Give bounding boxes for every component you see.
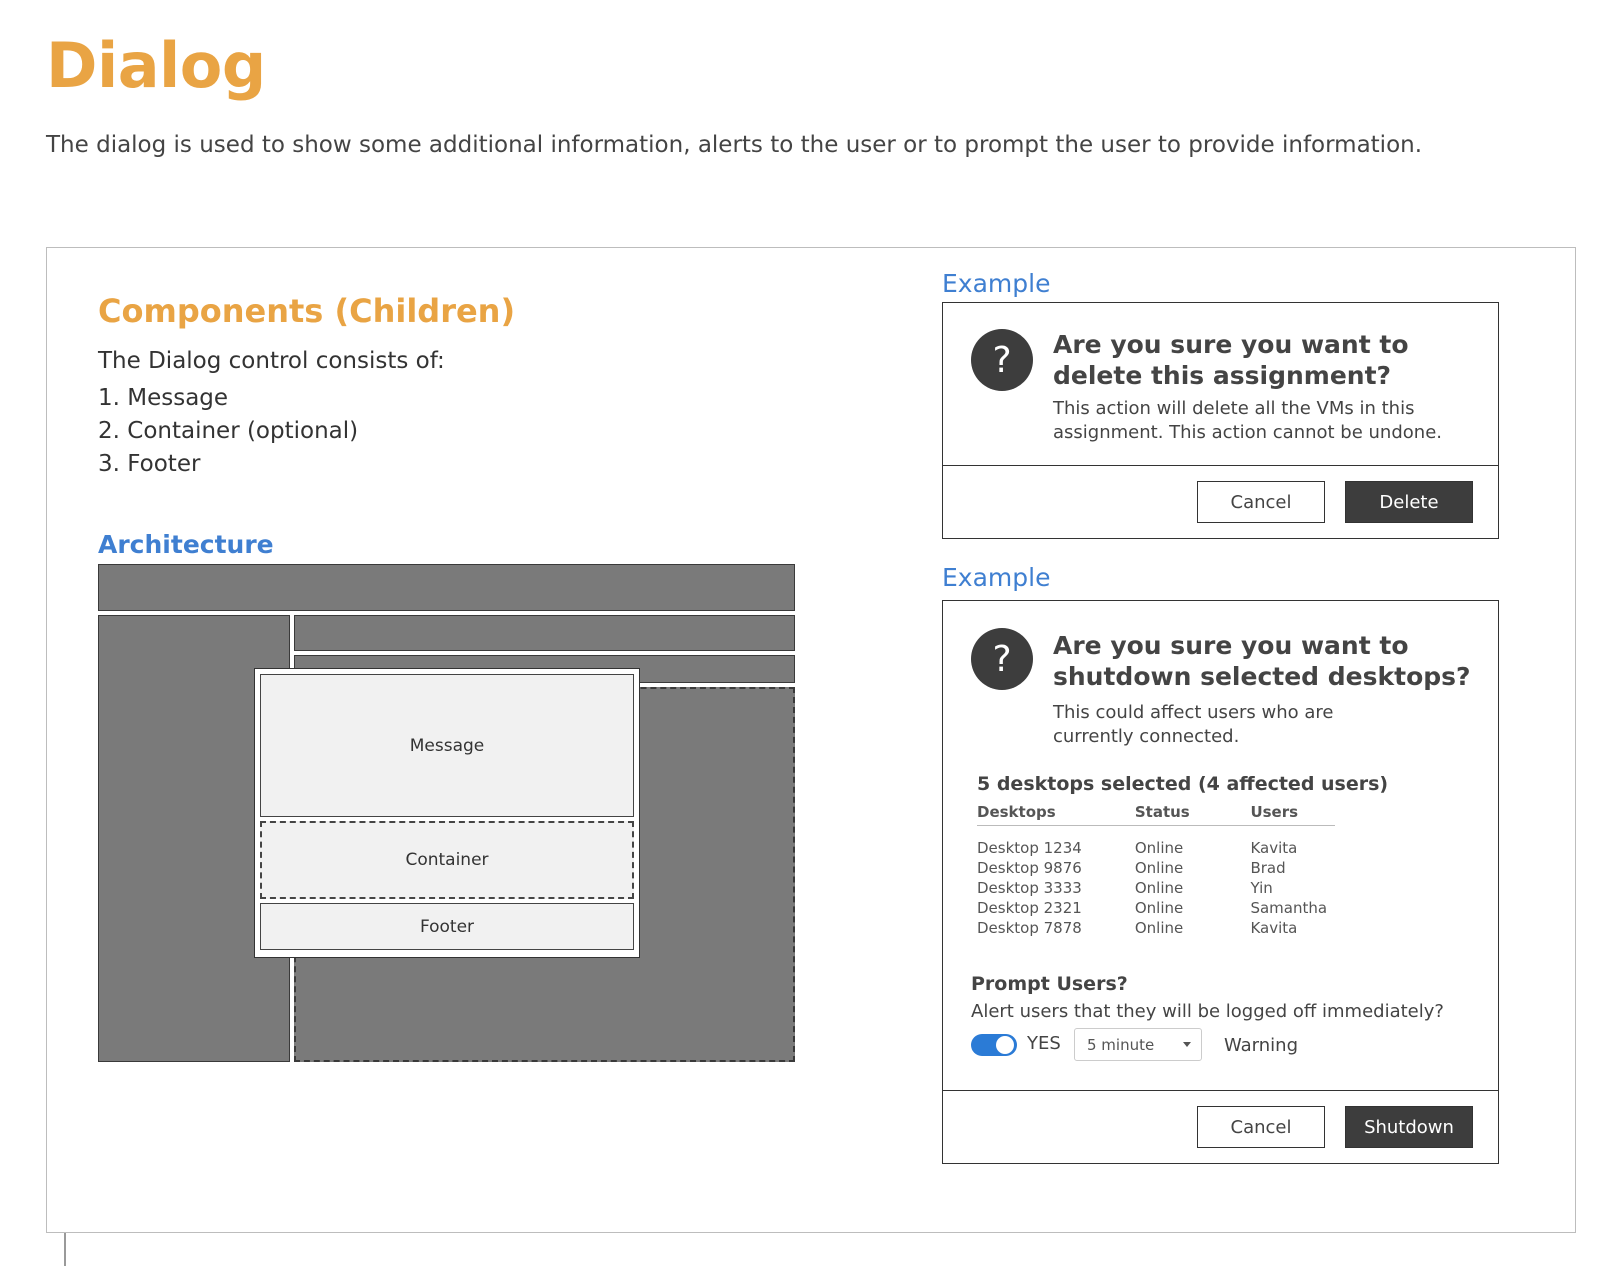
architecture-diagram [98,564,795,1062]
dialog-message-text: This action will delete all the VMs in this assignment. This action cannot be undone. [1053,398,1442,443]
components-heading: Components (Children) [98,292,516,330]
dialog-title: Are you sure you want to delete this assignment? [1053,330,1409,390]
table-row [977,878,1335,898]
list-item: 2. Container (optional) [98,418,359,444]
table-cell: Desktop 7878 [977,919,1082,937]
shutdown-dialog [942,600,1499,1164]
select-value: 5 minute [1087,1035,1155,1054]
warning-time-select[interactable] [1074,1028,1202,1061]
toggle-label: YES [1027,1033,1061,1054]
dialog-message-text: This could affect users who are currently connected. [1053,702,1334,747]
table-row [977,838,1335,858]
table-cell: Kavita [1250,839,1298,857]
table-cell: Desktop 1234 [977,839,1082,857]
question-icon: ? [971,329,1033,391]
table-cell: Samantha [1250,899,1328,917]
arch-message-region: Message [260,674,634,817]
column-header-desktops: Desktops [977,803,1056,821]
column-header-users: Users [1250,803,1299,821]
table-cell: Online [1134,839,1184,857]
shutdown-button[interactable]: Shutdown [1345,1106,1473,1148]
table-cell: Desktop 3333 [977,879,1082,897]
prompt-description: Alert users that they will be logged off immediately? [971,1001,1444,1022]
column-header-status: Status [1134,803,1190,821]
table-row [977,898,1335,918]
question-icon: ? [971,628,1033,690]
arch-dialog [254,668,640,958]
page-title: Dialog [46,29,266,102]
dialog-message [943,601,1498,1091]
page-description: The dialog is used to show some additional information, alerts to the user or to prompt the user to provide information. [46,132,1423,158]
table-cell: Online [1134,919,1184,937]
example-2-label: Example [942,563,1051,592]
delete-dialog [942,302,1499,539]
dialog-title: Are you sure you want to shutdown selected desktops? [1053,631,1471,691]
caret-down-icon [1183,1042,1191,1047]
architecture-heading: Architecture [98,530,274,559]
cancel-button[interactable]: Cancel [1197,481,1325,523]
dialog-message [943,303,1498,466]
arch-container-region: Container [260,821,634,899]
table-cell: Desktop 9876 [977,859,1082,877]
table-header [977,803,1335,826]
table-cell: Brad [1250,859,1286,877]
cancel-button[interactable]: Cancel [1197,1106,1325,1148]
table-cell: Online [1134,859,1184,877]
example-1-label: Example [942,269,1051,298]
prompt-toggle[interactable] [971,1034,1017,1056]
components-intro: The Dialog control consists of: [98,348,445,374]
desktops-table [977,803,1335,938]
table-cell: Online [1134,899,1184,917]
list-item: 3. Footer [98,451,201,477]
warning-label: Warning [1224,1035,1299,1056]
table-cell: Online [1134,879,1184,897]
arch-header-bar [98,564,795,611]
components-list [98,382,358,481]
arch-toolbar-1 [294,615,795,651]
delete-button[interactable]: Delete [1345,481,1473,523]
dialog-footer [943,466,1498,538]
prompt-heading: Prompt Users? [971,973,1128,995]
selection-summary: 5 desktops selected (4 affected users) [977,773,1389,795]
dialog-footer [943,1091,1498,1163]
list-item: 1. Message [98,385,229,411]
frame-tick [64,1233,66,1266]
table-cell: Kavita [1250,919,1298,937]
table-cell: Yin [1250,879,1273,897]
toggle-knob [996,1036,1014,1054]
table-row [977,858,1335,878]
table-cell: Desktop 2321 [977,899,1082,917]
table-row [977,918,1335,938]
arch-footer-region: Footer [260,903,634,950]
